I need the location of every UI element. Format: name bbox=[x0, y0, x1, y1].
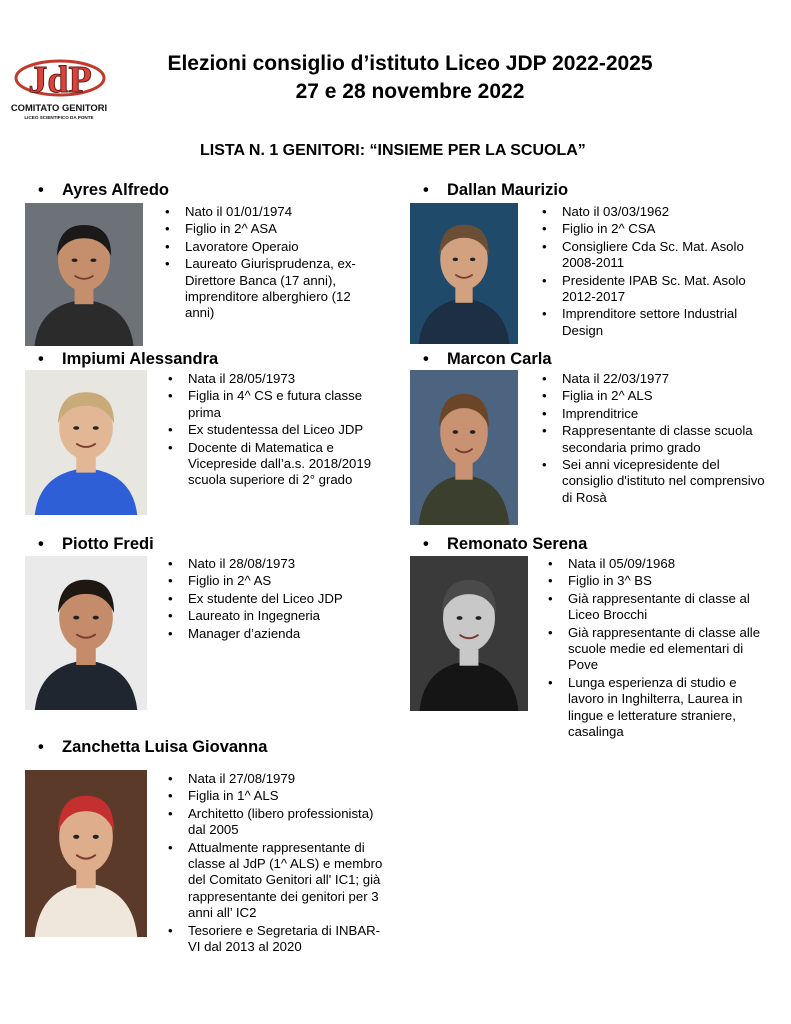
page-title: Elezioni consiglio d’istituto Liceo JDP 2022-2025 bbox=[167, 52, 653, 75]
candidate-facts bbox=[166, 371, 384, 490]
fact-item: • Nata il 05/09/1968 bbox=[546, 556, 774, 572]
candidate-facts bbox=[540, 204, 772, 340]
candidate-name: • Marcon Carla bbox=[423, 350, 552, 368]
fact-item: • Tesoriere e Segretaria di INBAR-VI dal 2013 al 2020 bbox=[166, 923, 386, 956]
candidate-photo bbox=[25, 770, 147, 937]
fact-item: • Laureato Giurisprudenza, ex-Direttore Banca (17 anni), imprenditore alberghiero (12 anni) bbox=[163, 256, 378, 322]
candidate-facts bbox=[163, 204, 378, 323]
fact-item: • Figlia in 2^ ALS bbox=[540, 388, 772, 404]
candidate-name: • Ayres Alfredo bbox=[38, 181, 169, 199]
logo-line2: LICEO SCIENTIFICO DA PONTE bbox=[24, 115, 94, 120]
fact-item: • Consigliere Cda Sc. Mat. Asolo 2008-2011 bbox=[540, 239, 772, 272]
fact-item: • Rappresentante di classe scuola secondaria primo grado bbox=[540, 423, 772, 456]
candidate-name: • Impiumi Alessandra bbox=[38, 350, 219, 368]
comitato-genitori-logo bbox=[10, 48, 108, 124]
fact-item: • Ex studente del Liceo JDP bbox=[166, 591, 386, 607]
election-dates: 27 e 28 novembre 2022 bbox=[295, 80, 525, 103]
fact-item: • Sei anni vicepresidente del consiglio d'istituto nel comprensivo di Rosà bbox=[540, 457, 772, 506]
fact-item: • Attualmente rappresentante di classe al JdP (1^ ALS) e membro del Comitato Genitori all' IC1; già rappresentante dei genitori per 3 anni all’ IC2 bbox=[166, 840, 386, 922]
candidate-photo bbox=[410, 203, 518, 344]
fact-item: • Imprenditrice bbox=[540, 406, 772, 422]
fact-item: • Nato il 28/08/1973 bbox=[166, 556, 386, 572]
fact-item: • Nato il 03/03/1962 bbox=[540, 204, 772, 220]
fact-item: • Manager d’azienda bbox=[166, 626, 386, 642]
fact-item: • Lavoratore Operaio bbox=[163, 239, 378, 255]
fact-item: • Nato il 01/01/1974 bbox=[163, 204, 378, 220]
logo-letters: JdP bbox=[28, 59, 92, 101]
candidate-name: • Zanchetta Luisa Giovanna bbox=[38, 738, 268, 756]
candidate-photo bbox=[25, 370, 147, 515]
fact-item: • Presidente IPAB Sc. Mat. Asolo 2012-2017 bbox=[540, 273, 772, 306]
candidate-photo bbox=[25, 203, 143, 346]
candidate-name: • Remonato Serena bbox=[423, 535, 588, 553]
fact-item: • Laureato in Ingegneria bbox=[166, 608, 386, 624]
candidate-photo bbox=[410, 556, 528, 711]
fact-item: • Figlio in 3^ BS bbox=[546, 573, 774, 589]
fact-item: • Figlio in 2^ AS bbox=[166, 573, 386, 589]
fact-item: • Architetto (libero professionista) dal 2005 bbox=[166, 806, 386, 839]
fact-item: • Già rappresentante di classe al Liceo Brocchi bbox=[546, 591, 774, 624]
fact-item: • Nata il 27/08/1979 bbox=[166, 771, 386, 787]
fact-item: • Ex studentessa del Liceo JDP bbox=[166, 422, 384, 438]
candidate-facts bbox=[546, 556, 774, 741]
fact-item: • Imprenditore settore Industrial Design bbox=[540, 306, 772, 339]
fact-item: • Docente di Matematica e Vicepreside dall’a.s. 2018/2019 scuola superiore di 2° grado bbox=[166, 440, 384, 489]
fact-item: • Figlio in 2^ ASA bbox=[163, 221, 378, 237]
fact-item: • Nata il 28/05/1973 bbox=[166, 371, 384, 387]
fact-item: • Nata il 22/03/1977 bbox=[540, 371, 772, 387]
fact-item: • Figlia in 4^ CS e futura classe prima bbox=[166, 388, 384, 421]
candidate-name: • Dallan Maurizio bbox=[423, 181, 569, 199]
fact-item: • Già rappresentante di classe alle scuole medie ed elementari di Pove bbox=[546, 625, 774, 674]
fact-item: • Lunga esperienza di studio e lavoro in Inghilterra, Laurea in lingue e letterature straniere, casalinga bbox=[546, 675, 774, 741]
candidate-photo bbox=[410, 370, 518, 525]
candidate-facts bbox=[166, 556, 386, 643]
candidate-name: • Piotto Fredi bbox=[38, 535, 154, 553]
candidate-facts bbox=[166, 771, 386, 956]
candidate-facts bbox=[540, 371, 772, 507]
fact-item: • Figlia in 1^ ALS bbox=[166, 788, 386, 804]
list-heading: LISTA N. 1 GENITORI: “INSIEME PER LA SCUOLA” bbox=[200, 142, 586, 159]
candidate-photo bbox=[25, 556, 147, 710]
logo-line1: COMITATO GENITORI bbox=[10, 102, 108, 113]
fact-item: • Figlio in 2^ CSA bbox=[540, 221, 772, 237]
